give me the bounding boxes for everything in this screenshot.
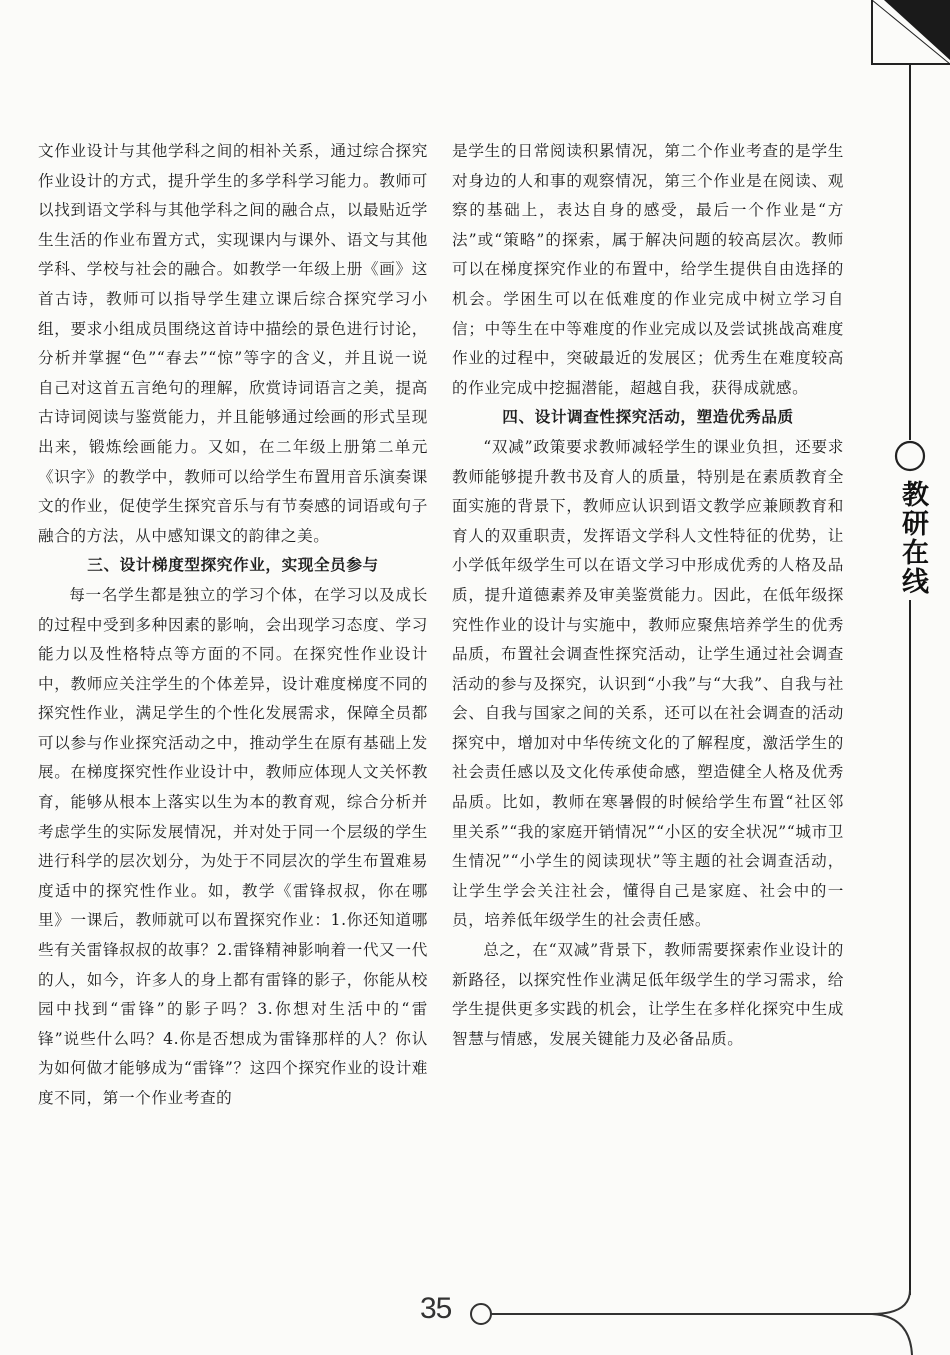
column-right — [452, 137, 844, 1054]
section-heading: 四、设计调查性探究活动，塑造优秀品质 — [502, 408, 794, 427]
footer-circle — [471, 1304, 491, 1324]
footer-rule — [491, 1290, 910, 1314]
sidebar-circle — [896, 442, 924, 470]
section-heading: 三、设计梯度型探究作业，实现全员参与 — [87, 556, 379, 575]
paragraph: 文作业设计与其他学科之间的相补关系，通过综合探究作业设计的方式，提升学生的多学科学习能力。教师可以找到语文学科与其他学科之间的融合点，以最贴近学生生活的作业布置方式，实现课内与课外、语文与其他学科、学校与社会的融合。如教学一年级上册《画》这首古诗，教师可以指导学生建立课后综合探究学习小组，要求小组成员围绕这首诗中描绘的景色进行讨论，分析并掌握“色”“春去”“惊”等字的含义，并且说一说自己对这首五言绝句的理解，欣赏诗词语言之美，提高古诗词阅读与鉴赏能力，并且能够通过绘画的形式呈现出来，锻炼绘画能力。又如，在二年级上册第二单元《识字》的教学中，教师可以给学生布置用音乐演奏课文的作业，促使学生探究音乐与有节奏感的词语或句子融合的方法，从中感知课文的韵律之美。 — [38, 142, 428, 545]
column-left — [38, 137, 428, 1114]
sidebar-section-label: 教研在线 — [897, 480, 928, 596]
page-number: 35 — [420, 1292, 452, 1325]
footer-tail — [872, 1314, 912, 1355]
paragraph: 总之，在“双减”背景下，教师需要探索作业设计的新路径，以探究性作业满足低年级学生的学习需求，给学生提供更多实践的机会，让学生在多样化探究中生成智慧与情感，发展关键能力及必备品质。 — [452, 941, 844, 1048]
corner-triangle — [884, 0, 950, 60]
paragraph: “双减”政策要求教师减轻学生的课业负担，还要求教师能够提升教书及育人的质量，特别是在素质教育全面实施的背景下，教师应认识到语文教学应兼顾教育和育人的双重职责，发挥语文学科人文性特征的优势，让小学低年级学生可以在语文学习中形成优秀的人格及品质，提升道德素养及审美鉴赏能力。因此，在低年级探究性作业的设计与实施中，教师应聚焦培养学生的优秀品质，布置社会调查性探究活动，让学生通过社会调查活动的参与及探究，认识到“小我”与“大我”、自我与社会、自我与国家之间的关系，还可以在社会调查的活动探究中，增加对中华传统文化的了解程度，激活学生的社会责任感以及文化传承使命感，塑造健全人格及优秀品质。比如，教师在寒暑假的时候给学生布置“社区邻里关系”“我的家庭开销情况”“小区的安全状况”“城市卫生情况”“小学生的阅读现状”等主题的社会调查活动，让学生学会关注社会，懂得自己是家庭、社会中的一员，培养低年级学生的社会责任感。 — [452, 437, 844, 930]
paragraph: 是学生的日常阅读积累情况，第二个作业考查的是学生对身边的人和事的观察情况，第三个作业是在阅读、观察的基础上，表达自身的感受，最后一个作业是“方法”或“策略”的探索，属于解决问题的较高层次。教师可以在梯度探究作业的布置中，给学生提供自由选择的机会。学困生可以在低难度的作业完成中树立学习自信；中等生在中等难度的作业完成以及尝试挑战高难度作业的过程中，突破最近的发展区；优秀生在难度较高的作业完成中挖掘潜能，超越自我，获得成就感。 — [452, 142, 844, 397]
paragraph: 每一名学生都是独立的学习个体，在学习以及成长的过程中受到多种因素的影响，会出现学习态度、学习能力以及性格特点等方面的不同。在探究性作业设计中，教师应关注学生的个体差异，设计难度梯度不同的探究性作业，满足学生的个性化发展需求，保障全员都可以参与作业探究活动之中，推动学生在原有基础上发展。在梯度探究性作业设计中，教师应体现人文关怀教育，能够从根本上落实以生为本的教育观，综合分析并考虑学生的实际发展情况，并对处于同一个层级的学生进行科学的层次划分，为处于不同层次的学生布置难易度适中的探究性作业。如，教学《雷锋叔叔，你在哪里》一课后，教师就可以布置探究作业：1.你还知道哪些有关雷锋叔叔的故事？2.雷锋精神影响着一代又一代的人，如今，许多人的身上都有雷锋的影子，你能从校园中找到“雷锋”的影子吗？3.你想对生活中的“雷锋”说些什么吗？4.你是否想成为雷锋那样的人？你认为如何做才能够成为“雷锋”？这四个探究作业的设计难度不同，第一个作业考查的 — [38, 585, 428, 1107]
